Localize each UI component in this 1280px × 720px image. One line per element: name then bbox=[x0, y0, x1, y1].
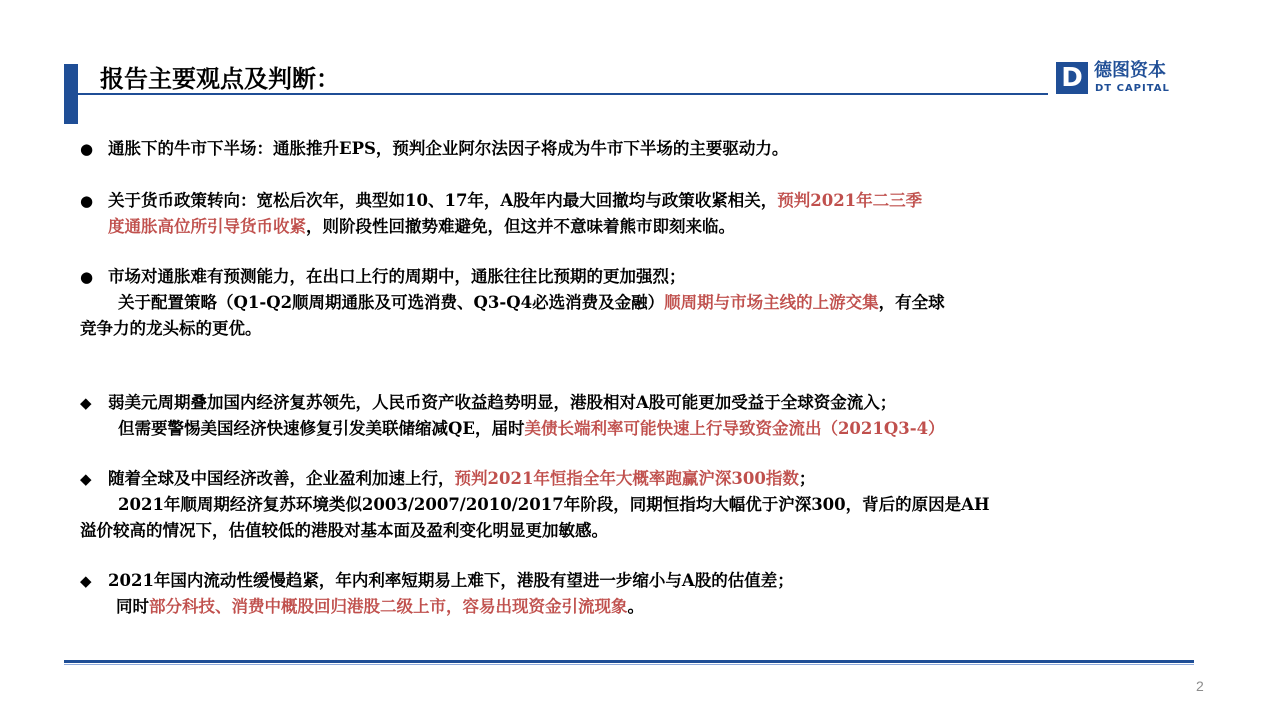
bullet-circle-icon: ● bbox=[80, 268, 94, 286]
point-4-line-1 bbox=[80, 390, 896, 416]
point-1-text: 通胀下的牛市下半场：通胀推升EPS，预判企业阿尔法因子将成为牛市下半场的主要驱动力。 bbox=[108, 139, 789, 158]
bullet-diamond-icon: ◆ bbox=[80, 572, 92, 590]
point-3-text-cont: ，有全球 bbox=[878, 293, 945, 312]
point-2-text-cont: ，则阶段性回撤势难避免，但这并不意味着熊市即刻来临。 bbox=[306, 217, 735, 236]
point-4-highlight: 美债长端利率可能快速上行导致资金流出（2021Q3-4） bbox=[524, 419, 945, 438]
point-6-text-cont: 同时 bbox=[116, 597, 149, 616]
point-1 bbox=[80, 136, 788, 162]
point-3-line-2 bbox=[118, 290, 945, 316]
point-6-line-1 bbox=[80, 568, 794, 594]
point-5-highlight: 预判2021年恒指全年大概率跑赢沪深300指数 bbox=[454, 469, 799, 488]
logo-mark-icon: D bbox=[1056, 62, 1088, 94]
point-5-semicolon: ； bbox=[798, 469, 816, 488]
point-3-text-end: 竞争力的龙头标的更优。 bbox=[80, 319, 262, 338]
point-5-text-cont: 2021年顺周期经济复苏环境类似2003/2007/2010/2017年阶段，同期恒指均大幅优于沪深300，背后的原因是AH bbox=[118, 495, 990, 514]
point-3-highlight: 顺周期与市场主线的上游交集 bbox=[664, 293, 879, 312]
bullet-diamond-icon: ◆ bbox=[80, 470, 92, 488]
point-5-text: 随着全球及中国经济改善，企业盈利加速上行， bbox=[108, 469, 455, 488]
point-2-highlight-cont: 度通胀高位所引导货币收紧 bbox=[108, 217, 306, 236]
bullet-circle-icon: ● bbox=[80, 140, 94, 158]
bullet-diamond-icon: ◆ bbox=[80, 394, 92, 412]
point-6-period: 。 bbox=[627, 597, 644, 616]
logo-english-name: DT CAPITAL bbox=[1095, 83, 1170, 94]
point-3-line-3 bbox=[80, 316, 262, 342]
point-4-text-cont: 但需要警惕美国经济快速修复引发美联储缩减QE，届时 bbox=[118, 419, 525, 438]
point-4-line-2 bbox=[118, 416, 945, 442]
title-accent-bar bbox=[64, 64, 78, 124]
title-underline bbox=[78, 93, 1048, 95]
footer-rule-thin bbox=[64, 664, 1194, 665]
point-2-highlight: 预判2021年二三季 bbox=[777, 191, 923, 210]
point-6-text: 2021年国内流动性缓慢趋紧，年内利率短期易上难下，港股有望进一步缩小与A股的估值差； bbox=[108, 571, 794, 590]
point-5-text-end: 溢价较高的情况下，估值较低的港股对基本面及盈利变化明显更加敏感。 bbox=[80, 521, 608, 540]
bullet-circle-icon: ● bbox=[80, 192, 94, 210]
logo-chinese-name: 德图资本 bbox=[1094, 60, 1166, 81]
page-number: 2 bbox=[1196, 678, 1204, 694]
point-5-line-3 bbox=[80, 518, 608, 544]
point-3-strategy: 关于配置策略（Q1-Q2顺周期通胀及可选消费、Q3-Q4必选消费及金融） bbox=[118, 293, 665, 312]
point-2-line-2 bbox=[108, 214, 735, 240]
point-6-line-2 bbox=[116, 594, 644, 620]
point-5-line-1 bbox=[80, 466, 815, 492]
page-title: 报告主要观点及判断： bbox=[100, 65, 340, 93]
point-4-text: 弱美元周期叠加国内经济复苏领先，人民币资产收益趋势明显，港股相对A股可能更加受益于全球资金流入； bbox=[108, 393, 897, 412]
point-5-line-2 bbox=[118, 492, 990, 518]
point-3-text: 市场对通胀难有预测能力，在出口上行的周期中，通胀往往比预期的更加强烈； bbox=[108, 267, 686, 286]
point-2-line-1 bbox=[80, 188, 922, 214]
point-2-text: 关于货币政策转向：宽松后次年，典型如10、17年，A股年内最大回撤均与政策收紧相关， bbox=[108, 191, 778, 210]
company-logo bbox=[1056, 62, 1186, 96]
footer-rule bbox=[64, 660, 1194, 663]
point-6-highlight: 部分科技、消费中概股回归港股二级上市，容易出现资金引流现象 bbox=[149, 597, 628, 616]
point-3-line-1 bbox=[80, 264, 686, 290]
